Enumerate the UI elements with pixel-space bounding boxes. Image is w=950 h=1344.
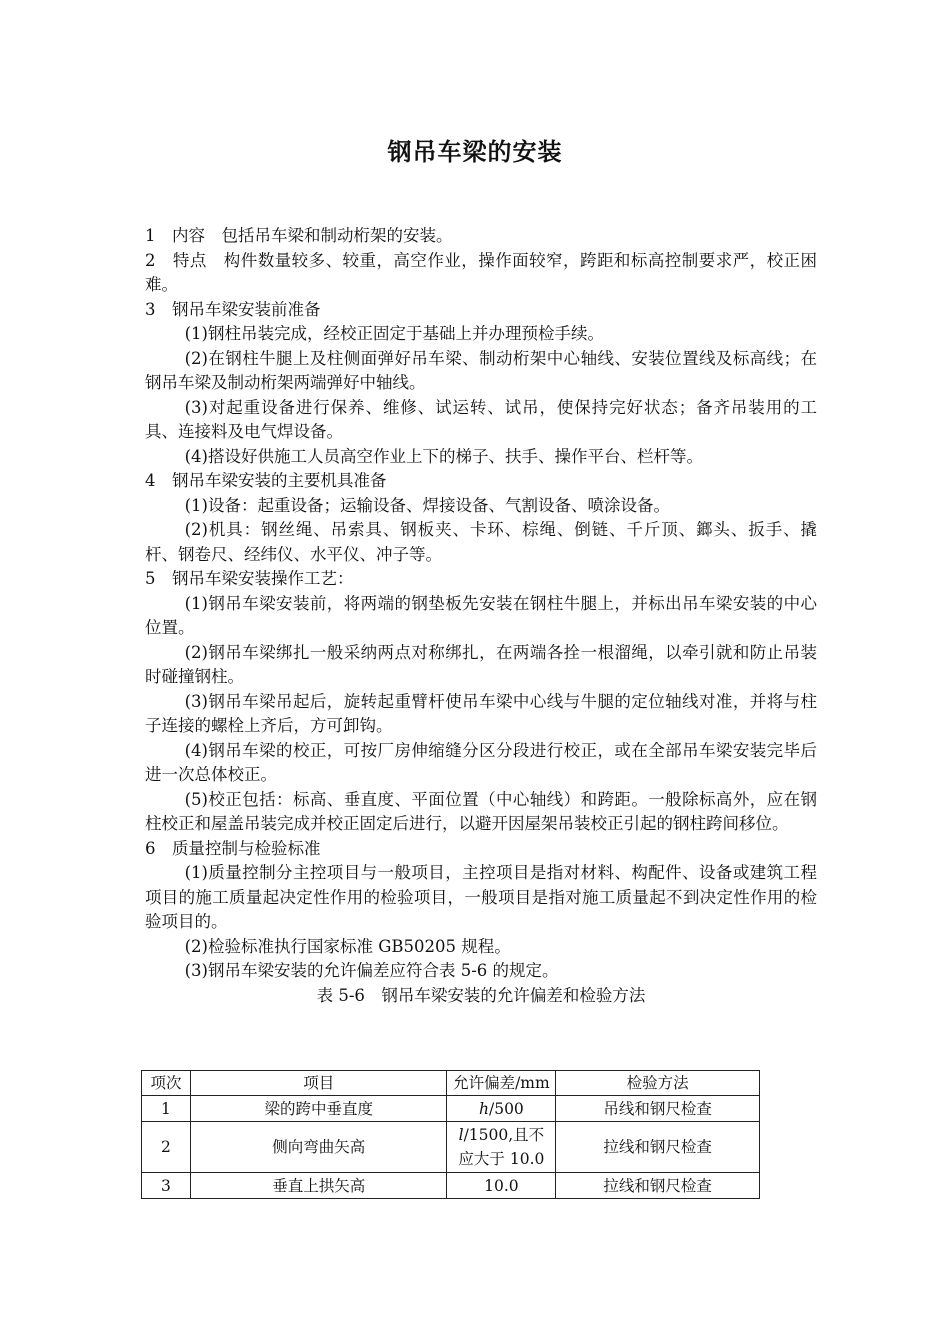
column-header: 检验方法 [556,1071,760,1096]
paragraph: (3)钢吊车梁安装的允许偏差应符合表 5-6 的规定。 [184,961,559,980]
row-item: 梁的跨中垂直度 [190,1096,447,1122]
row-number: 2 [142,1122,191,1173]
tolerance-value-line2: 应大于 10.0 [458,1150,545,1168]
tolerance-variable: l [458,1126,464,1144]
row-method: 拉线和钢尺检查 [556,1122,760,1173]
paragraph: (1)钢柱吊装完成，经校正固定于基础上并办理预检手续。 [184,324,604,343]
paragraph: (2)钢吊车梁绑扎一般采纳两点对称绑扎，在两端各拴一根溜绳，以牵引就和防止吊装时碰撞钢柱。 [145,642,817,686]
paragraph: (1)设备：起重设备；运输设备、焊接设备、气割设备、喷涂设备。 [184,495,670,515]
table-row [142,1096,760,1122]
row-item: 侧向弯曲矢高 [190,1122,447,1173]
column-header: 允许偏差/mm [447,1071,556,1096]
table-header-row [142,1071,760,1096]
table-row [142,1173,760,1199]
row-number: 1 [142,1096,191,1122]
paragraph: (1)钢吊车梁安装前，将两端的钢垫板先安装在钢柱牛腿上，并标出吊车梁安装的中心位置。 [145,593,817,637]
paragraph: 3 钢吊车梁安装前准备 [145,299,321,319]
paragraph: 1 内容 包括吊车梁和制动桁架的安装。 [145,226,453,245]
paragraph: (3)钢吊车梁吊起后，旋转起重臂杆使吊车梁中心线与牛腿的定位轴线对准，并将与柱子连接的螺栓上齐后，方可卸钩。 [145,691,817,735]
row-tolerance [447,1122,556,1173]
column-header: 项目 [190,1071,447,1096]
paragraph: (4)搭设好供施工人员高空作业上下的梯子、扶手、操作平台、栏杆等。 [184,446,703,466]
paragraph: 2 特点 构件数量较多、较重，高空作业，操作面较窄，跨距和标高控制要求严，校正困难。 [145,250,817,294]
row-method: 拉线和钢尺检查 [556,1173,760,1199]
table-caption: 表 5-6 钢吊车梁安装的允许偏差和检验方法 [316,985,646,1005]
page-title: 钢吊车梁的安装 [387,138,563,166]
tolerance-table [141,1070,760,1199]
paragraph: (2)检验标准执行国家标准 GB50205 规程。 [184,936,511,956]
row-tolerance [447,1173,556,1199]
paragraph: 4 钢吊车梁安装的主要机具准备 [145,471,387,490]
row-method: 吊线和钢尺检查 [556,1096,760,1122]
row-item: 垂直上拱矢高 [190,1173,447,1199]
table-row [142,1122,760,1173]
paragraph: (3)对起重设备进行保养、维修、试运转、试吊，使保持完好状态；备齐吊装用的工具、连接料及电气焊设备。 [145,397,817,441]
paragraph: 5 钢吊车梁安装操作工艺： [145,569,354,588]
paragraph: (2)在钢柱牛腿上及柱侧面弹好吊车梁、制动桁架中心轴线、安装位置线及标高线；在钢吊车梁及制动桁架两端弹好中轴线。 [145,348,817,392]
row-number: 3 [142,1173,191,1199]
paragraph: (5)校正包括：标高、垂直度、平面位置（中心轴线）和跨距。一般除标高外，应在钢柱校正和屋盖吊装完成并校正固定后进行，以避开因屋架吊装校正引起的钢柱跨间移位。 [145,789,817,833]
paragraph: (2)机具：钢丝绳、吊索具、钢板夹、卡环、棕绳、倒链、千斤顶、鎯头、扳手、撬杆、钢卷尺、经纬仪、水平仪、冲子等。 [145,520,817,564]
paragraph: (4)钢吊车梁的校正，可按厂房伸缩缝分区分段进行校正，或在全部吊车梁安装完毕后进一次总体校正。 [145,740,817,784]
tolerance-variable: h [479,1099,489,1118]
tolerance-value: 10.0 [484,1176,519,1195]
tolerance-value: /500 [488,1099,524,1118]
column-header: 项次 [142,1071,191,1096]
paragraph: (1)质量控制分主控项目与一般项目，主控项目是指对材料、构配件、设备或建筑工程项目的施工质量起决定性作用的检验项目，一般项目是指对施工质量起不到决定性作用的检验项目的。 [145,863,817,931]
tolerance-value: /1500,且不 [463,1126,545,1144]
document-body [145,224,817,1008]
paragraph: 6 质量控制与检验标准 [145,838,321,858]
row-tolerance [447,1096,556,1122]
